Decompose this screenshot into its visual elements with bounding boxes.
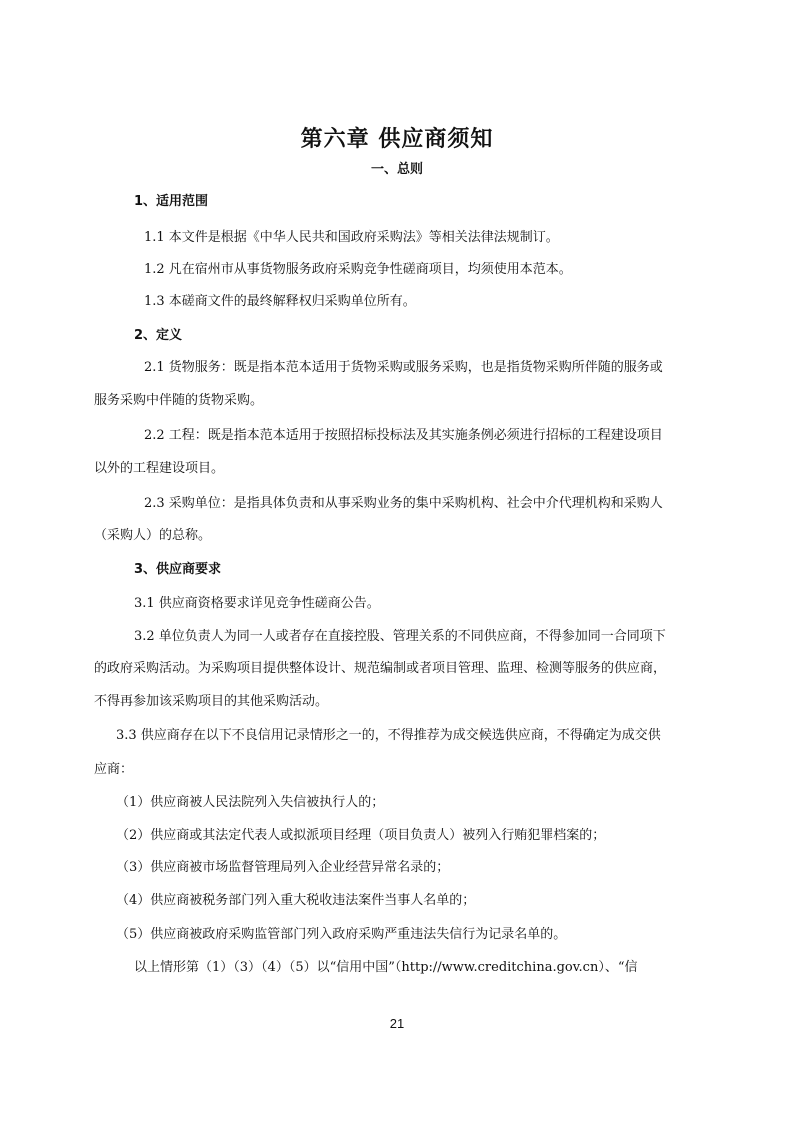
paragraph-3-2-line3: 不得再参加该采购项目的其他采购活动。 xyxy=(94,694,329,709)
paragraph-1-1: 1.1 本文件是根据《中华人民共和国政府采购法》等相关法律法规制订。 xyxy=(144,230,559,245)
chapter-title: 第六章 供应商须知 xyxy=(300,127,494,152)
paragraph-2-3-line2: （采购人）的总称。 xyxy=(94,528,212,543)
list-item-4: （4）供应商被税务部门列入重大税收违法案件当事人名单的； xyxy=(116,893,476,908)
paragraph-2-2-line1: 2.2 工程：既是指本范本适用于按照招标投标法及其实施条例必须进行招标的工程建设项目 xyxy=(144,428,663,443)
list-item-5: （5）供应商被政府采购监管部门列入政府采购严重违法失信行为记录名单的。 xyxy=(116,927,567,942)
paragraph-2-3-line1: 2.3 采购单位：是指具体负责和从事采购业务的集中采购机构、社会中介代理机构和采购人 xyxy=(144,496,663,511)
paragraph-3-2-line1: 3.2 单位负责人为同一人或者存在直接控股、管理关系的不同供应商，不得参加同一合同项下 xyxy=(134,629,666,644)
list-item-1: （1）供应商被人民法院列入失信被执行人的； xyxy=(116,795,385,810)
paragraph-3-3-line1: 3.3 供应商存在以下不良信用记录情形之一的，不得推荐为成交候选供应商，不得确定为成交供 xyxy=(116,728,661,743)
heading-scope: 1、适用范围 xyxy=(134,194,209,209)
heading-supplier-requirements: 3、供应商要求 xyxy=(134,562,222,577)
list-item-3: （3）供应商被市场监督管理局列入企业经营异常名录的； xyxy=(116,860,450,875)
paragraph-3-2-line2: 的政府采购活动。为采购项目提供整体设计、规范编制或者项目管理、监理、检测等服务的供应商， xyxy=(94,661,667,676)
paragraph-2-1-line2: 服务采购中伴随的货物采购。 xyxy=(94,393,264,408)
heading-definitions: 2、定义 xyxy=(134,328,183,343)
page-number: 21 xyxy=(389,1016,405,1031)
list-item-2: （2）供应商或其法定代表人或拟派项目经理（项目负责人）被列入行贿犯罪档案的； xyxy=(116,828,606,843)
paragraph-2-2-line2: 以外的工程建设项目。 xyxy=(94,461,225,476)
paragraph-closing: 以上情形第（1）（3）（4）（5）以“信用中国”（http://www.creditchina.gov.cn）、“信 xyxy=(134,960,638,975)
paragraph-1-2: 1.2 凡在宿州市从事货物服务政府采购竞争性磋商项目，均须使用本范本。 xyxy=(144,262,572,277)
section-title: 一、总则 xyxy=(370,162,423,177)
paragraph-2-1-line1: 2.1 货物服务：既是指本范本适用于货物采购或服务采购，也是指货物采购所伴随的服务或 xyxy=(144,360,663,375)
paragraph-3-3-line2: 应商： xyxy=(94,762,134,777)
paragraph-1-3: 1.3 本磋商文件的最终解释权归采购单位所有。 xyxy=(144,294,416,309)
paragraph-3-1: 3.1 供应商资格要求详见竞争性磋商公告。 xyxy=(134,596,380,611)
